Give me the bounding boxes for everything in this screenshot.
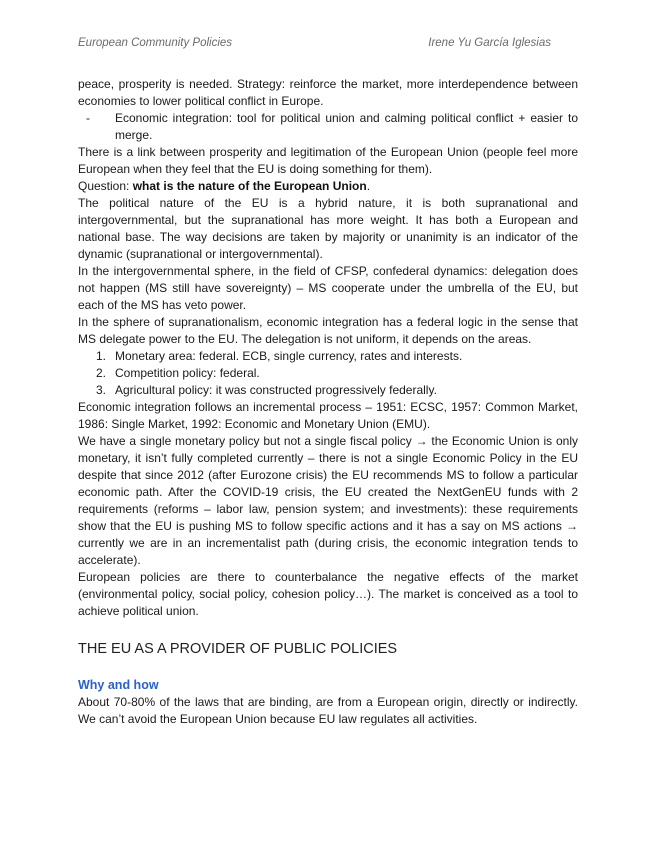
list-number: 1. bbox=[96, 349, 107, 363]
bullet-item-economic-integration bbox=[78, 110, 578, 144]
paragraph-strategy: peace, prosperity is needed. Strategy: reinforce the market, more interdependence between economies to lower political conflict in Europe. bbox=[78, 77, 578, 108]
list-item bbox=[78, 348, 578, 365]
list-item bbox=[78, 365, 578, 382]
section-heading: THE EU AS A PROVIDER OF PUBLIC POLICIES bbox=[78, 641, 398, 657]
list-text: Monetary area: federal. ECB, single currency, rates and interests. bbox=[115, 349, 463, 363]
bullet-text: Economic integration: tool for political union and calming political conflict + easier to merge. bbox=[115, 111, 578, 142]
paragraph-laws-origin: About 70-80% of the laws that are binding, are from a European origin, directly or indirectly. We can’t avoid the European Union because EU law regulates all activities. bbox=[78, 695, 578, 726]
question-text: what is the nature of the European Union bbox=[132, 179, 367, 193]
header-author: Irene Yu García Iglesias bbox=[428, 37, 551, 49]
header-course-title: European Community Policies bbox=[78, 37, 233, 49]
paragraph-legitimation: There is a link between prosperity and legitimation of the European Union (people feel more European when they feel that the EU is doing something for them). bbox=[78, 145, 578, 176]
question-label: Question: bbox=[78, 179, 133, 193]
subsection-heading: Why and how bbox=[78, 678, 159, 692]
paragraph-monetary-policy: We have a single monetary policy but not a single fiscal policy → the Economic Union is only monetary, it isn’t fully completed currently – there is not a single Economic Policy in the EU despite that since 2012 (after Eurozone crisis) the EU recommends MS to follow a particular economic path. After the COVID-19 crisis, the EU created the NextGenEU funds with 2 requirements (reforms – labor law, pension system; and investments): these requirements show that the EU is pushing MS to follow specific actions and it has a say on MS actions → currently we are in an incrementalist path (during crisis, the economic integration tends to accelerate). bbox=[78, 434, 578, 567]
paragraph-hybrid-nature: The political nature of the EU is a hybrid nature, it is both supranational and intergovernmental, but the supranational has more weight. It has both a European and national base. The way decisions are taken by majority or unanimity is an indicator of the dynamic (supranational or intergovernmental). bbox=[78, 196, 578, 261]
list-number: 2. bbox=[96, 366, 107, 380]
list-number: 3. bbox=[96, 383, 107, 397]
paragraph-supranational: In the sphere of supranationalism, economic integration has a federal logic in the sense that MS delegate power to the EU. The delegation is not uniform, it depends on the areas. bbox=[78, 315, 578, 346]
paragraph-intergovernmental: In the intergovernmental sphere, in the field of CFSP, confederal dynamics: delegation does not happen (MS still have sovereignty) – MS cooperate under the umbrella of the EU, but each of the MS has veto power. bbox=[78, 264, 578, 312]
list-text: Agricultural policy: it was constructed progressively federally. bbox=[115, 383, 437, 397]
list-text: Competition policy: federal. bbox=[115, 366, 260, 380]
paragraph-european-policies: European policies are there to counterbalance the negative effects of the market (environmental policy, social policy, cohesion policy…). The market is conceived as a tool to achieve political union. bbox=[78, 570, 578, 618]
paragraph-incremental-process: Economic integration follows an incremental process – 1951: ECSC, 1957: Common Market, 1986: Single Market, 1992: Economic and Monetary Union (EMU). bbox=[78, 400, 578, 431]
document-body bbox=[78, 76, 578, 728]
list-item bbox=[78, 382, 578, 399]
question-line bbox=[78, 178, 578, 195]
page-header bbox=[78, 37, 551, 53]
question-end: . bbox=[366, 179, 371, 193]
dash-marker: - bbox=[86, 111, 90, 125]
